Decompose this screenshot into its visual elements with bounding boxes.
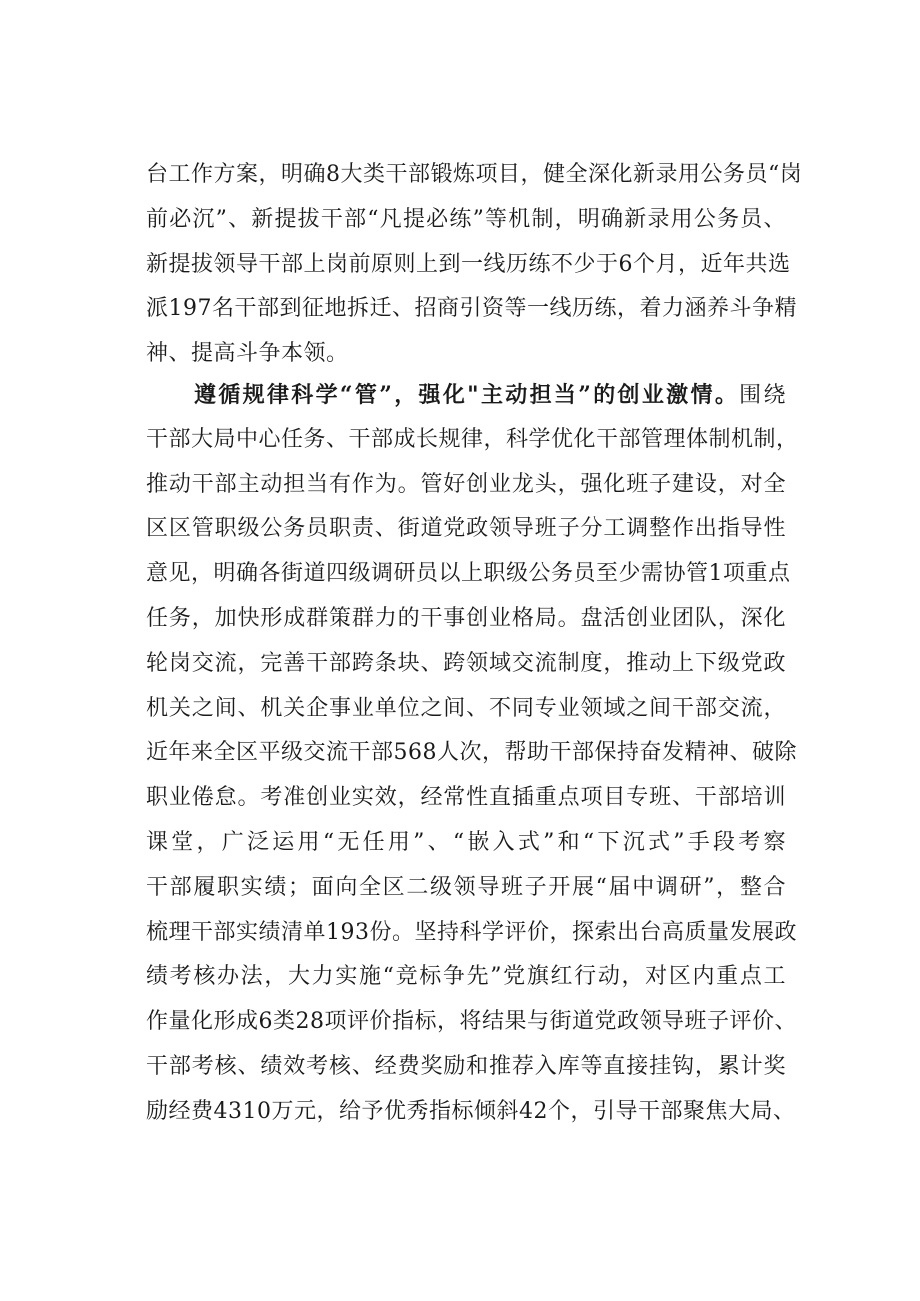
paragraph-line: 干部大局中心任务、干部成长规律，科学优化干部管理体制机制， bbox=[146, 426, 799, 452]
paragraph-line: 绩考核办法，大力实施“竞标争先”党旗红行动，对区内重点工 bbox=[146, 964, 786, 990]
paragraph-line: 作量化形成6类28项评价指标，将结果与街道党政领导班子评价、 bbox=[146, 1009, 797, 1035]
paragraph-line: 台工作方案，明确8大类干部锻炼项目，健全深化新录用公务员“岗 bbox=[146, 162, 803, 187]
paragraph-line: 轮岗交流，完善干部跨条块、跨领域交流制度，推动上下级党政 bbox=[146, 650, 786, 676]
paragraph-2 bbox=[146, 373, 799, 1135]
paragraph-line: 梳理干部实绩清单193份。坚持科学评价，探索出台高质量发展政 bbox=[146, 919, 797, 945]
paragraph-line: 干部考核、绩效考核、经费奖励和推荐入库等直接挂钩，累计奖 bbox=[146, 1053, 786, 1079]
paragraph-first-line bbox=[146, 373, 786, 418]
paragraph-line: 机关之间、机关企事业单位之间、不同专业领域之间干部交流， bbox=[146, 695, 786, 721]
paragraph-line: 派197名干部到征地拆迁、招商引资等一线历练，着力涵养斗争精 bbox=[146, 296, 797, 322]
paragraph-heading: 遵循规律科学“管”，强化"主动担当”的创业激情。 bbox=[194, 382, 740, 408]
paragraph-line: 神、提高斗争本领。 bbox=[146, 341, 349, 367]
paragraph-line: 近年来全区平级交流干部568人次，帮助干部保持奋发精神、破除 bbox=[146, 740, 797, 766]
paragraph-line: 推动干部主动担当有作为。管好创业龙头，强化班子建设，对全 bbox=[146, 471, 786, 497]
paragraph-line: 任务，加快形成群策群力的干事创业格局。盘活创业团队，深化 bbox=[146, 605, 786, 631]
paragraph-line: 励经费4310万元，给予优秀指标倾斜42个，引导干部聚焦大局、 bbox=[146, 1098, 796, 1124]
paragraph-line: 新提拔领导干部上岗前原则上到一线历练不少于6个月，近年共选 bbox=[146, 251, 791, 277]
paragraph-line: 干部履职实绩；面向全区二级领导班子开展“届中调研”，整合 bbox=[146, 874, 786, 900]
paragraph-line: 意见，明确各街道四级调研员以上职级公务员至少需协管1项重点 bbox=[146, 561, 791, 587]
paragraph-1 bbox=[146, 153, 803, 377]
paragraph-line: 课堂，广泛运用“无任用”、“嵌入式”和“下沉式”手段考察 bbox=[146, 829, 786, 855]
paragraph-line: 区区管职级公务员职责、街道党政领导班子分工调整作出指导性 bbox=[146, 516, 786, 542]
paragraph-line-rest: 围绕 bbox=[739, 383, 786, 408]
paragraph-line: 职业倦怠。考准创业实效，经常性直插重点项目专班、干部培训 bbox=[146, 785, 786, 811]
paragraph-line: 前必沉”、新提拔干部“凡提必练”等机制，明确新录用公务员、 bbox=[146, 206, 786, 232]
